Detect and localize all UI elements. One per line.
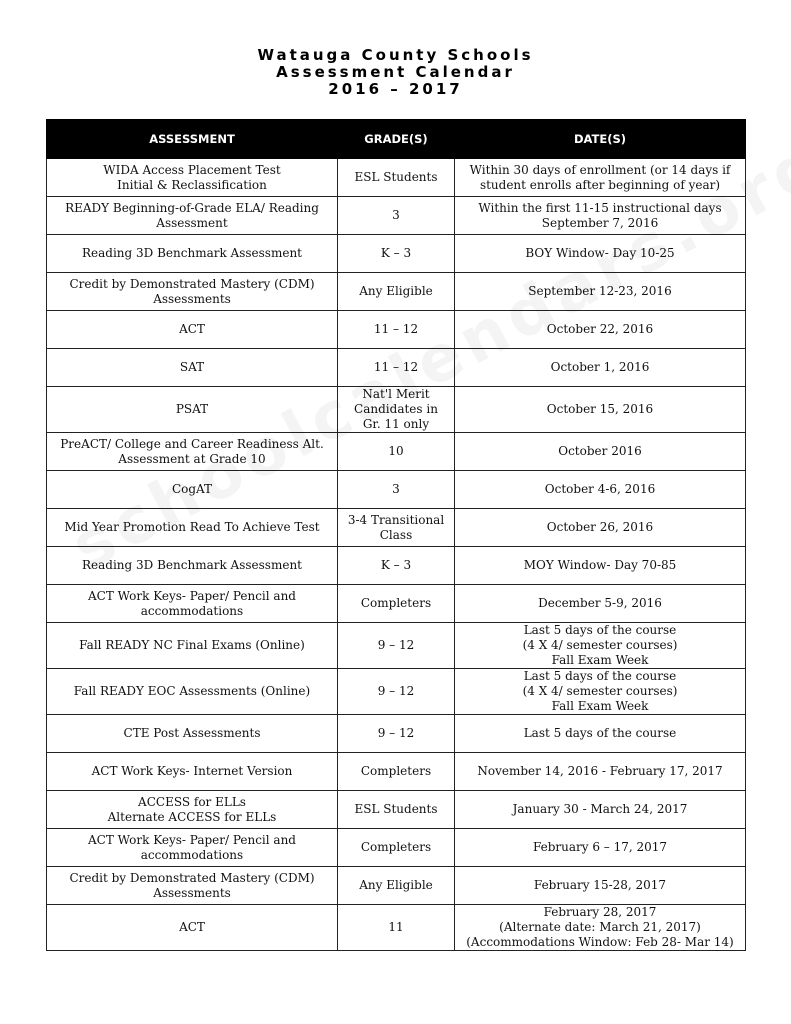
table-row <box>47 311 746 349</box>
cell-grades: Completers <box>338 753 455 791</box>
table-row <box>47 159 746 197</box>
table-row <box>47 471 746 509</box>
table-row <box>47 905 746 951</box>
table-row <box>47 669 746 715</box>
cell-dates: Last 5 days of the course (4 X 4/ semester courses) Fall Exam Week <box>455 623 746 669</box>
table-row <box>47 349 746 387</box>
cell-grades: 11 – 12 <box>338 311 455 349</box>
table-row <box>47 509 746 547</box>
table-row <box>47 197 746 235</box>
cell-assessment: Fall READY EOC Assessments (Online) <box>47 669 338 715</box>
table-row <box>47 585 746 623</box>
cell-grades: 10 <box>338 433 455 471</box>
cell-dates: MOY Window- Day 70-85 <box>455 547 746 585</box>
school-name: Watauga County Schools <box>257 46 534 64</box>
cell-assessment: ACT Work Keys- Paper/ Pencil and accommodations <box>47 585 338 623</box>
cell-dates: January 30 - March 24, 2017 <box>455 791 746 829</box>
table-row <box>47 273 746 311</box>
cell-grades: 9 – 12 <box>338 669 455 715</box>
cell-assessment: ACT <box>47 905 338 951</box>
cell-grades: 11 <box>338 905 455 951</box>
cell-dates: October 22, 2016 <box>455 311 746 349</box>
cell-grades: ESL Students <box>338 159 455 197</box>
cell-grades: K – 3 <box>338 235 455 273</box>
cell-dates: October 26, 2016 <box>455 509 746 547</box>
cell-dates: October 2016 <box>455 433 746 471</box>
cell-assessment: Mid Year Promotion Read To Achieve Test <box>47 509 338 547</box>
cell-assessment: ACCESS for ELLs Alternate ACCESS for ELLs <box>47 791 338 829</box>
school-year: 2016 – 2017 <box>328 80 463 98</box>
cell-assessment: CogAT <box>47 471 338 509</box>
cell-assessment: Credit by Demonstrated Mastery (CDM) Assessments <box>47 273 338 311</box>
cell-assessment: ACT Work Keys- Paper/ Pencil and accommodations <box>47 829 338 867</box>
cell-grades: Completers <box>338 585 455 623</box>
cell-grades: Completers <box>338 829 455 867</box>
cell-dates: October 4-6, 2016 <box>455 471 746 509</box>
column-header-dates: DATE(S) <box>455 120 746 159</box>
cell-grades: 9 – 12 <box>338 715 455 753</box>
cell-grades: ESL Students <box>338 791 455 829</box>
cell-grades: 3 <box>338 471 455 509</box>
table-row <box>47 433 746 471</box>
cell-assessment: READY Beginning-of-Grade ELA/ Reading Assessment <box>47 197 338 235</box>
document-title: Assessment Calendar <box>276 63 515 81</box>
document-header <box>0 47 791 98</box>
cell-dates: Within 30 days of enrollment (or 14 days if student enrolls after beginning of year) <box>455 159 746 197</box>
column-header-assessment: ASSESSMENT <box>47 120 338 159</box>
cell-dates: Last 5 days of the course (4 X 4/ semester courses) Fall Exam Week <box>455 669 746 715</box>
cell-dates: September 12-23, 2016 <box>455 273 746 311</box>
cell-grades: Any Eligible <box>338 273 455 311</box>
table-row <box>47 715 746 753</box>
cell-assessment: Reading 3D Benchmark Assessment <box>47 547 338 585</box>
cell-dates: October 1, 2016 <box>455 349 746 387</box>
cell-assessment: PreACT/ College and Career Readiness Alt. Assessment at Grade 10 <box>47 433 338 471</box>
cell-assessment: ACT Work Keys- Internet Version <box>47 753 338 791</box>
table-row <box>47 235 746 273</box>
table-header-row <box>47 120 746 159</box>
table-row <box>47 623 746 669</box>
table-row <box>47 791 746 829</box>
cell-dates: Last 5 days of the course <box>455 715 746 753</box>
cell-grades: 3 <box>338 197 455 235</box>
cell-assessment: PSAT <box>47 387 338 433</box>
table-body <box>47 159 746 951</box>
cell-dates: October 15, 2016 <box>455 387 746 433</box>
cell-dates: February 28, 2017 (Alternate date: March 21, 2017) (Accommodations Window: Feb 28- Mar 14) <box>455 905 746 951</box>
cell-dates: BOY Window- Day 10-25 <box>455 235 746 273</box>
table-row <box>47 387 746 433</box>
cell-dates: February 6 – 17, 2017 <box>455 829 746 867</box>
cell-assessment: Fall READY NC Final Exams (Online) <box>47 623 338 669</box>
cell-assessment: WIDA Access Placement Test Initial & Reclassification <box>47 159 338 197</box>
cell-assessment: SAT <box>47 349 338 387</box>
cell-grades: 3-4 Transitional Class <box>338 509 455 547</box>
cell-grades: 9 – 12 <box>338 623 455 669</box>
cell-assessment: CTE Post Assessments <box>47 715 338 753</box>
cell-grades: Nat'l Merit Candidates in Gr. 11 only <box>338 387 455 433</box>
cell-dates: November 14, 2016 - February 17, 2017 <box>455 753 746 791</box>
cell-assessment: Reading 3D Benchmark Assessment <box>47 235 338 273</box>
cell-dates: Within the first 11-15 instructional days September 7, 2016 <box>455 197 746 235</box>
column-header-grades: GRADE(S) <box>338 120 455 159</box>
cell-dates: February 15-28, 2017 <box>455 867 746 905</box>
cell-assessment: ACT <box>47 311 338 349</box>
table-row <box>47 829 746 867</box>
assessment-calendar-table <box>46 119 746 951</box>
table-row <box>47 753 746 791</box>
cell-grades: K – 3 <box>338 547 455 585</box>
cell-grades: 11 – 12 <box>338 349 455 387</box>
table-row <box>47 547 746 585</box>
cell-assessment: Credit by Demonstrated Mastery (CDM) Assessments <box>47 867 338 905</box>
table-row <box>47 867 746 905</box>
cell-grades: Any Eligible <box>338 867 455 905</box>
cell-dates: December 5-9, 2016 <box>455 585 746 623</box>
